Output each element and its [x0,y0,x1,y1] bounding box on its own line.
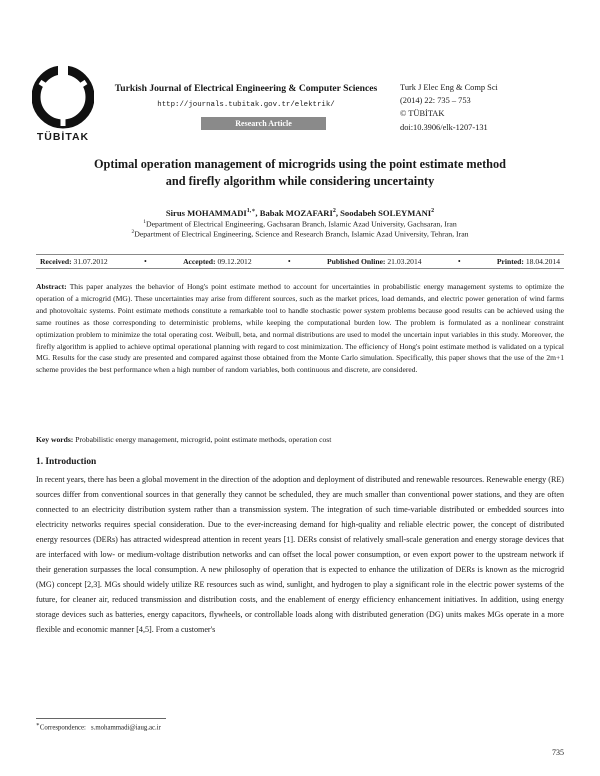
author-3-sup: 2 [431,208,435,214]
section-heading: 1. Introduction [36,457,97,467]
affiliation-2 [40,229,560,239]
affiliation-2-text: Department of Electrical Engineering, Science and Research Branch, Islamic Azad University, Tehran, Iran [134,229,469,239]
received-value: 31.07.2012 [73,257,108,266]
online-label: Published Online: [327,257,386,266]
author-2: Babak MOZAFARI [259,207,333,218]
title-line-2: and firefly algorithm while considering uncertainty [165,174,435,188]
printed-label: Printed: [496,257,524,266]
accepted-label: Accepted: [183,257,216,266]
affiliation-2-sup: 2 [131,229,135,235]
intro-paragraph: In recent years, there has been a global movement in the direction of the adoption and deployment of distributed and renewable resources. Renewable energy (RE) sources differ from conventional sources in that generally they cannot be scheduled, they are much smaller than conventional power stations, and they are often connected to an electricity distribution system rather than a transmission system. The integration of such time-variable distributed or embedded sources into electricity networks requires special consideration. Due to the ever-increasing demand for high-quality and reliable electric power, the concept of distributed energy resources (DERs) has attracted widespread attention in recent years [1]. DERs consist of relatively small-scale generation and energy storage devices that are interfaced with low- or medium-voltage distribution networks and can offset the local power consumption, or even export power to the upstream network if their generation surpasses the local consumption. A new philosophy of operation that is expected to enhance the utilization of DERs is known as the microgrid (MG) concept [2,3]. MGs should widely utilize RE resources such as wind, sunlight, and hydrogen to play a significant role in the electric power systems of the future, for cleaner air, reduced transmission and distribution costs, and the enablement of energy efficiency enhancement initiatives. In addition, using energy storage devices such as batteries, energy capacitors, flywheels, or controllable loads along with distributed generation (DG) units makes MGs operate in a more flexible and economic manner [4,5]. From a customer's [36,475,564,635]
citation: Turk J Elec Eng & Comp Sci [400,83,498,92]
online-date [327,257,422,266]
dates-bar [36,254,564,269]
author-sep: , [335,207,341,218]
keywords-label: Key words: [36,435,74,444]
printed-value: 18.04.2014 [525,257,560,266]
affiliation-1-text: Department of Electrical Engineering, Gachsaran Branch, Islamic Azad University, Gachsaran, Iran [145,219,457,229]
logo-text: TÜBİTAK [36,131,90,143]
author-3: Soodabeh SOLEYMANI [340,207,432,218]
accepted-date [183,257,252,266]
citation-info [400,81,580,134]
copyright: © TÜBİTAK [400,109,445,119]
author-1: Sirus MOHAMMADI [165,207,247,218]
keywords [36,435,564,444]
keywords-text: Probabilistic energy management, microgrid, point estimate methods, operation cost [75,435,332,444]
journal-url[interactable]: http://journals.tubitak.gov.tr/elektrik/ [157,101,335,109]
affiliation-1 [40,219,560,229]
printed-date [497,257,560,266]
abstract-text: This paper analyzes the behavior of Hong's point estimate method to account for uncertainties in probabilistic energy management systems to optimize the operation of a microgrid (MG). These uncertainties may arise from different sources, such as the market prices, load demands, and electric power generation of wind farms and photovoltaic systems. Point estimate methods constitute a remarkable tool to handle stochastic power system problems because good results can be achieved using the same routines as those corresponding to deterministic problems, while keeping the computational burden low. The problem is formulated as a nonlinear constraint optimization problem to minimize the total operating cost. Weibull, beta, and normal distributions are used to model the uncertain input variables in this study. Moreover, the firefly algorithm is applied to achieve optimal operational planning with regard to cost minimization. The efficiency of Hong's point estimate method is validated on a typical MG. Results for the case study are presented and compared against those obtained from the Monte Carlo simulation. Specifically, this paper shows that the use of the 2m+1 scheme provides the best performance when a high number of random variables, both continuous and discrete, are considered. [36,282,564,375]
bullet: • [143,257,147,266]
abstract [36,281,564,376]
journal-title: Turkish Journal of Electrical Engineering & Computer Sciences [114,83,378,94]
author-list [40,207,560,218]
author-2-sup: 2 [332,208,336,214]
affiliation-1-sup: 1 [143,219,146,225]
footnote-marker: ∗ [36,722,40,728]
abstract-label: Abstract: [36,282,67,291]
section-paragraph [36,472,564,638]
bullet: • [457,257,461,266]
footnote-label: Correspondence: [39,724,86,732]
author-1-sup: 1,∗ [246,208,256,214]
tubitak-logo-icon [32,62,94,132]
accepted-value: 09.12.2012 [217,257,252,266]
paper-title [40,156,560,190]
author-sep: , [255,207,260,218]
footnote [36,722,436,731]
title-line-1: Optimal operation management of microgrids using the point estimate method [93,157,507,171]
volume-pages: (2014) 22: 735 – 753 [400,96,471,106]
correspondence-email[interactable]: s.mohammadi@iaug.ac.ir [91,724,161,732]
page-number: 735 [552,748,564,757]
received-label: Received: [40,257,72,266]
doi[interactable]: doi:10.3906/elk-1207-131 [400,122,488,132]
footnote-rule [36,718,166,719]
received-date [40,257,108,266]
online-value: 21.03.2014 [387,257,422,266]
bullet: • [287,257,291,266]
article-type-badge: Research Article [201,117,326,130]
